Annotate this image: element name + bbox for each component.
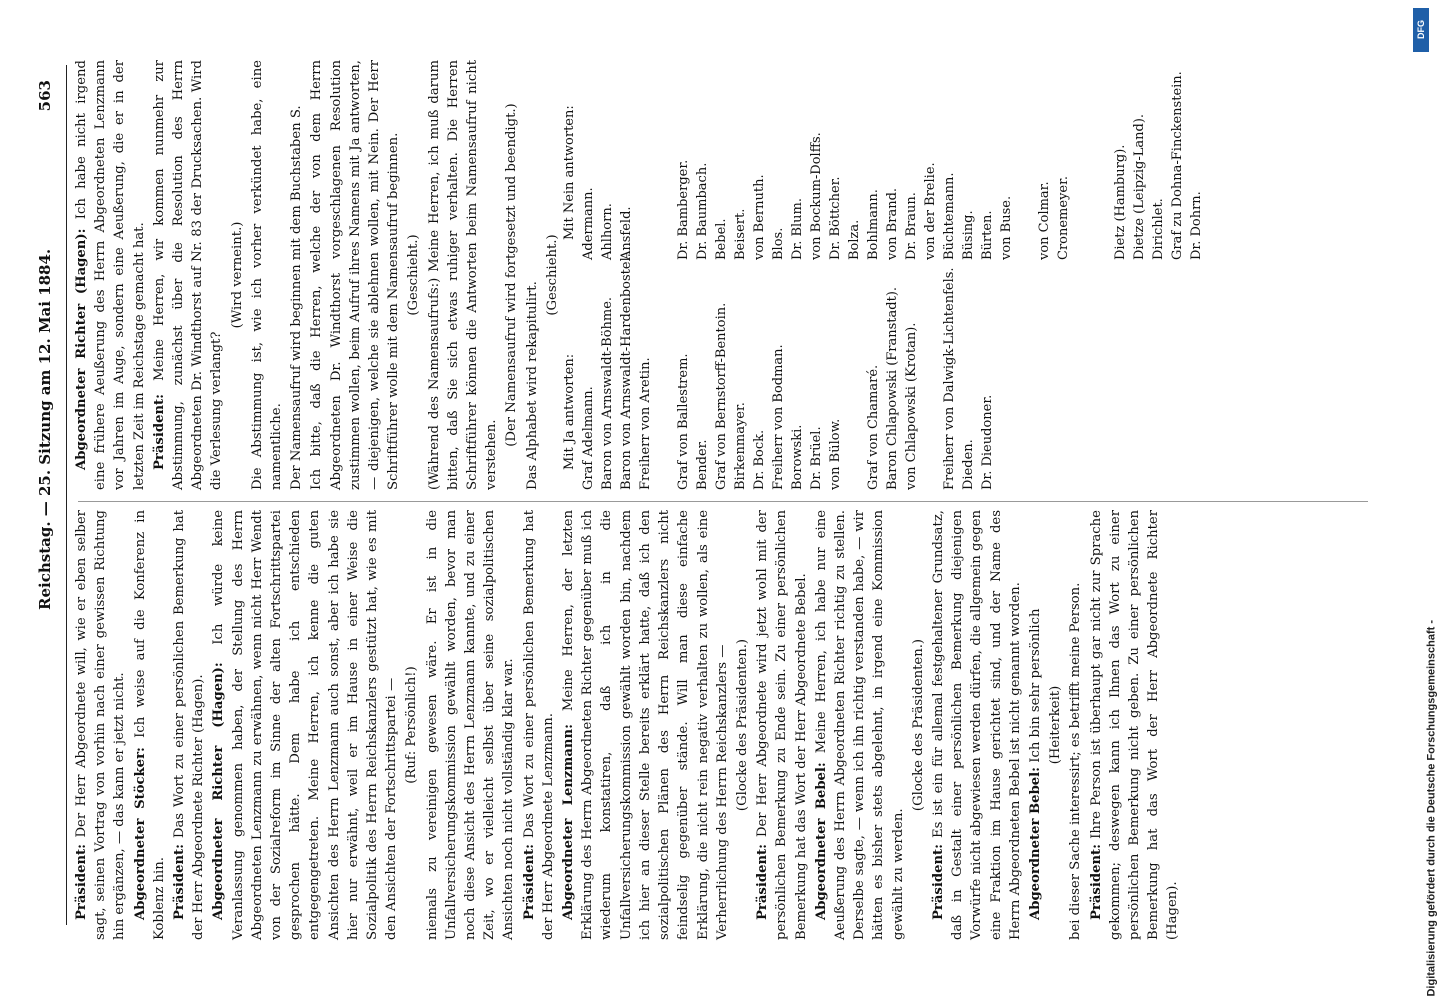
nein-name: Ahlhorn.	[600, 203, 615, 260]
paragraph: Ich bitte, daß die Herren, welche der von dem Herrn Abgeordneten Dr. Windthorst vorgeschlagenen Resolution zustimmen wollen, beim Aufruf ihres Namens mit Ja antworten, — diejenigen, welche sie ablehnen wollen, mit Nein. Der Herr Schriftführer wolle mit dem Namensaufruf beginnen.	[309, 60, 402, 490]
nein-name: von Colmar.	[1037, 181, 1052, 260]
nein-name: von der Brelie.	[923, 162, 938, 260]
speech-text: Das Wort zu einer persönlichen Bemerkung hat der Herr Abgeordnete Richter (Hagen).	[172, 510, 207, 940]
nein-name: von Brand.	[885, 187, 900, 260]
stage-direction: (Glocke des Präsidenten.)	[910, 638, 926, 812]
paragraph: (Während des Namensaufrufs:) Meine Herren, ich muß darum bitten, daß Sie sich etwas ruhiger verhalten. Die Herren Schriftführer können die Antworten beim Namensaufruf nicht verstehen.	[426, 60, 500, 490]
speaker-name: Präsident:	[521, 843, 537, 920]
speech-paragraph	[559, 510, 732, 940]
speech-text: Ich weise auf die Konferenz in Koblenz hin.	[132, 509, 167, 940]
nein-name: Dr. Blum.	[790, 197, 805, 260]
speaker-name: Abgeordneter Bebel:	[1027, 766, 1043, 920]
speaker-name: Präsident:	[755, 843, 771, 920]
nein-name: Dr. Dohrn.	[1189, 191, 1204, 260]
stage-direction: (Geschieht.)	[544, 234, 560, 316]
speaker-name: Präsident:	[172, 843, 188, 920]
ja-name	[921, 260, 940, 490]
speech-paragraph	[170, 510, 208, 940]
nein-name	[1016, 60, 1035, 260]
nein-name	[1092, 60, 1111, 260]
ja-name: Freiherr von Dalwigk-Lichtenfels.	[942, 267, 957, 490]
ja-name: Birkenmayer.	[733, 402, 748, 490]
left-column	[72, 510, 1184, 940]
dfg-note: Digitalisierung gefördert durch die Deutsche Forschungsgemeinschaft -	[1426, 620, 1438, 997]
nein-name	[655, 60, 674, 260]
ja-name: Dr. Brüel.	[809, 426, 824, 490]
speaker-name: Abgeordneter Stöcker:	[132, 747, 148, 920]
ja-name: Graf von Chamaré.	[866, 364, 881, 490]
ja-name: Freiherr von Bodman.	[771, 344, 786, 490]
ja-block	[560, 253, 997, 490]
column-divider	[78, 501, 1368, 502]
page-number: 563	[36, 80, 54, 112]
ja-name: von Chlapowski (Krotan).	[904, 322, 919, 490]
speaker-name: Präsident:	[151, 393, 167, 470]
speaker-name: Abgeordneter Richter (Hagen):	[211, 662, 227, 920]
nein-name: Adermann.	[581, 187, 596, 260]
nein-name: Dr. Baumbach.	[695, 162, 710, 260]
nein-name: Bürten.	[980, 210, 995, 260]
speech-text: Der Herr Abgeordnete wird jetzt wohl mit der persönlichen Bemerkung zu Ende sein. Zu einer persönlichen Bemerkung hat das Wort der Herr Abgeordnete Bebel.	[755, 510, 809, 940]
speech-paragraph	[929, 510, 1025, 940]
page-header	[32, 60, 62, 940]
speech-text: Meine Herren, wir kommen nunmehr zur Abstimmung, zunächst über die Resolution des Herrn Abgeordneten Dr. Windthorst auf Nr. 83 der Drucksachen. Wird die Verlesung verlangt?	[151, 60, 225, 490]
stage-direction: (Geschieht.)	[406, 234, 422, 316]
ja-name: Dr. Dieudoner.	[980, 394, 995, 490]
speech-text: Ich würde keine Veranlassung genommen haben, der Stellung des Herrn Abgeordneten Lenzmann zu erwähnen, wenn nicht Herr Wendt von der Sozialreform im Sinne der alten Fortschrittspartei gesprochen hätte. Dem habe ich entschieden entgegengetreten. Meine Herren, ich kenne die guten Ansichten des Herrn Lenzmann auch sonst, aber ich habe sie hier nur erwähnt, weil er im Hause in einer Weise die Sozialpolitik des Herrn Reichskanzlers gestützt hat, wie es mit den Ansichten der Fortschrittspartei —	[211, 509, 400, 940]
ja-name: Dieden.	[961, 439, 976, 490]
paragraph: bei dieser Sache interessirt; es betrifft meine Person.	[1068, 582, 1084, 940]
stage-direction: (Wird verneint.)	[229, 221, 245, 329]
speaker-name: Präsident:	[930, 843, 946, 920]
speech-paragraph	[812, 510, 908, 940]
speech-text: Meine Herren, ich habe nur eine Aeußerung des Herrn Abgeordneten Richter richtig zu stellen. Derselbe sagte, — wenn ich ihn richtig verstanden habe, — wir hätten es bisher stets abgelehnt, in irgend eine Kommission gewählt zu werden.	[813, 510, 906, 940]
nein-name: Dirichlet.	[1151, 198, 1166, 260]
ja-name: Baron von Arnswaldt-Böhme.	[600, 296, 615, 490]
speech-paragraph	[209, 510, 401, 940]
speech-text: Ich bin sehr persönlich	[1027, 608, 1043, 767]
speech-paragraph	[520, 510, 558, 940]
ja-name: Graf von Ballestrem.	[676, 353, 691, 490]
nein-name: Dr. Braun.	[904, 192, 919, 260]
ja-name	[655, 260, 674, 490]
nein-name	[636, 60, 655, 260]
ja-name: Graf Adelmann.	[581, 386, 596, 490]
ja-name: Baron von Arnswaldt-Hardenbostel.	[619, 253, 634, 490]
speaker-name: Abgeordneter Lenzmann:	[561, 724, 577, 920]
nein-name	[1073, 60, 1092, 260]
nein-name: Ansfeld.	[619, 206, 634, 260]
nein-name: Bebel.	[714, 218, 729, 260]
stage-direction: (Glocke des Präsidenten.)	[734, 638, 750, 812]
speech-paragraph	[72, 60, 149, 490]
speaker-name: Präsident:	[74, 843, 89, 920]
nein-name: Graf zu Dohna-Finckenstein.	[1170, 71, 1185, 260]
speaker-name: Abgeordneter Richter (Hagen):	[74, 228, 89, 470]
ja-name: Borowski.	[790, 424, 805, 490]
speech-text: Meine Herren, der letzten Erklärung des Herrn Abgeordneten Richter gegenüber muß ich wiederum konstatiren, daß ich in die Unfallversicherungskommission gewählt worden bin, nachdem ich hier an dieser Stelle bereits erklärt hatte, daß ich den sozialpolitischen Plänen des Herrn Reichskanzlers nicht feindselig gegenüber stände. Will man diese einfache Erklärung, die nicht rein negativ verhalten zu wollen, als eine Verherrlichung des Herrn Reichskanzlers —	[561, 510, 730, 940]
nein-name: von Buse.	[999, 195, 1014, 260]
ja-list	[579, 253, 997, 490]
nein-name: Dr. Böttcher.	[828, 176, 843, 260]
nein-name: von Bockum-Dolffs.	[809, 132, 824, 260]
dfg-badge: DFG	[1413, 8, 1429, 52]
ja-name: Baron Chlapowski (Franstadt).	[885, 286, 900, 490]
header-rule	[66, 65, 67, 925]
speech-paragraph	[753, 510, 811, 940]
ja-name: Freiherr von Aretin.	[638, 357, 653, 490]
nein-name: Dietze (Leipzig-Land).	[1132, 113, 1147, 260]
paragraph: Der Namensaufruf wird beginnen mit dem Buchstaben S.	[289, 105, 305, 490]
stage-direction: (Heiterkeit)	[1048, 685, 1064, 765]
ja-name: von Bülow.	[828, 418, 843, 490]
nein-name: Blos.	[771, 227, 786, 260]
speaker-name: Abgeordneter Bebel:	[813, 762, 829, 920]
ja-name	[845, 260, 864, 490]
ja-name: Dr. Bock.	[752, 429, 767, 490]
speech-text: Ihre Person ist überhaupt gar nicht zur Sprache gekommen; deswegen kann ich Ihnen das Wort zu einer persönlichen Bemerkung nicht geben. Zu einer persönlichen Bemerkung hat das Wort der Herr Abgeordnete Richter (Hagen).	[1088, 510, 1181, 940]
nein-name: Büchtemann.	[942, 172, 957, 260]
nein-name: von Bernuth.	[752, 174, 767, 260]
stage-direction: (Ruf: Persönlich!)	[404, 666, 420, 784]
nein-block	[560, 60, 1206, 260]
speaker-name: Präsident:	[1088, 843, 1104, 920]
speech-paragraph	[1026, 510, 1045, 940]
speech-paragraph	[72, 510, 130, 940]
speech-text: Ich habe nicht irgend eine frühere Aeußerung des Herrn Abgeordneten Lenzmann vor Jahren im Auge, sondern eine Aeußerung, die er in der letzten Zeit im Reichstage gemacht hat.	[74, 60, 147, 490]
nein-name: Cronemeyer.	[1056, 175, 1071, 260]
nein-name: Büsing.	[961, 210, 976, 260]
nein-name: Bohlmann.	[866, 189, 881, 260]
nein-name: Dr. Bamberger.	[676, 159, 691, 260]
right-column	[72, 60, 563, 490]
speech-paragraph	[1087, 510, 1183, 940]
speech-text: Das Wort zu einer persönlichen Bemerkung hat der Herr Abgeordnete Lenzmann.	[521, 510, 556, 940]
ja-name: Graf von Bernstorff-Bentoin.	[714, 302, 729, 490]
nein-title: Mit Nein antworten:	[562, 105, 577, 240]
speech-text: Der Herr Abgeordnete will, wie er eben selber sagt, seinen Vortrag von vorhin nach einer gewissen Richtung hin ergänzen, — das kann er jetzt nicht.	[74, 510, 128, 940]
speech-text: Es ist ein für allemal festgehaltener Grundsatz, daß in Gestalt einer persönlichen Bemerkung diejenigen Vorwürfe nicht abgewiesen werden dürfen, die allgemein gegen eine Fraktion im Hause gerichtet sind, und der Name des Herrn Abgeordneten Bebel ist nicht genannt worden.	[930, 510, 1023, 940]
speech-paragraph	[131, 510, 169, 940]
speech-paragraph	[150, 60, 227, 490]
nein-name: Bolza.	[847, 219, 862, 260]
nein-list	[579, 60, 1206, 260]
paragraph: Das Alphabet wird rekapitulirt.	[524, 281, 540, 490]
nein-name: Beisert.	[733, 208, 748, 260]
ja-title: Mit Ja antworten:	[562, 353, 577, 470]
paragraph: Die Abstimmung ist, wie ich vorher verkündet habe, eine namentliche.	[249, 60, 285, 490]
stage-direction: (Der Namensaufruf wird fortgesetzt und beendigt.)	[504, 103, 520, 447]
nein-name: Dietz (Hamburg).	[1113, 144, 1128, 260]
ja-name: Bender.	[695, 439, 710, 490]
paragraph: niemals zu vereinigen gewesen wäre. Er ist in die Unfallversicherungskommission gewählt worden, bevor man noch diese Ansicht des Herrn Lenzmann kannte, und zu einer Zeit, wo er vielleicht selbst über seine sozialpolitischen Ansichten noch nicht vollständig klar war.	[424, 510, 517, 940]
header-title: Reichstag. — 25. Sitzung am 12. Mai 1884.	[36, 248, 54, 610]
dfg-sidebar	[1410, 0, 1438, 1000]
